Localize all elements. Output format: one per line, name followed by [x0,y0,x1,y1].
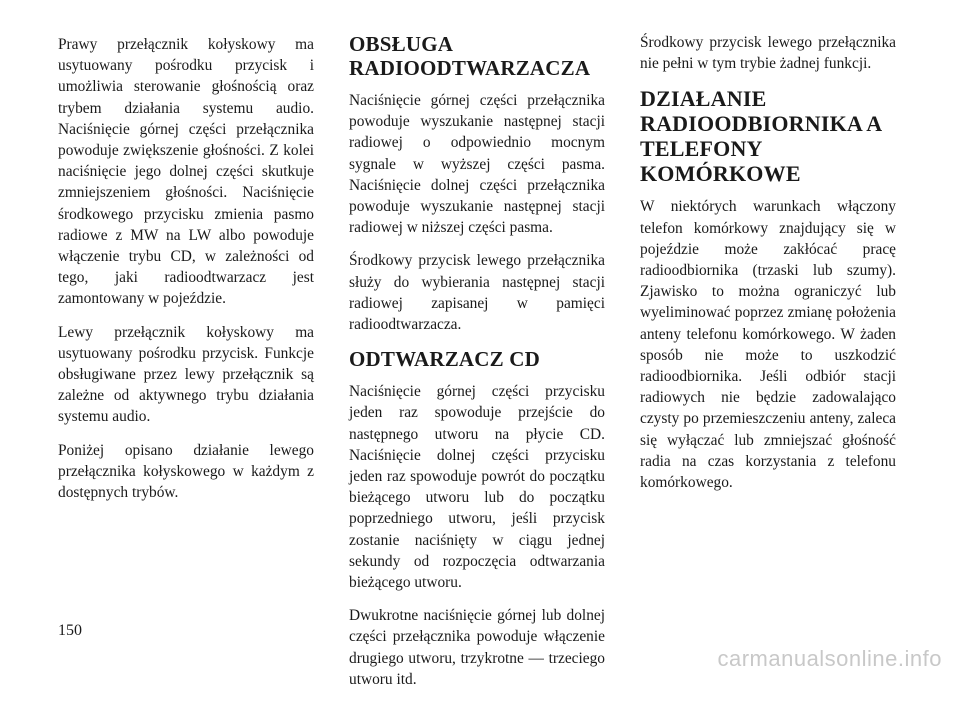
text-column-3 [640,32,896,505]
text-column-1 [58,32,314,515]
page-number: 150 [58,622,82,639]
paragraph: W niektórych warunkach włączony telefon komórkowy znajdujący się w pojeździe może zakłócać pracę radioodbiornika (trzaski lub szumy). Zjawisko to można ograniczyć lub wyeliminować poprzez zmianę położenia anteny telefonu komórkowego. W żaden sposób nie może to uszkodzić radioodbiornika. Jeśli odbiór stacji radiowych nie będzie zadowalająco czysty po przemieszczeniu anteny, zaleca się wyłączać lub zmniejszać głośność radia na czas korzystania z telefonu komórkowego. [640,198,896,492]
section-heading-cd: ODTWARZACZ CD [349,347,541,372]
text-column-2 [349,32,605,702]
paragraph: Prawy przełącznik kołyskowy ma usytuowany pośrodku przycisk i umożliwia sterowanie głośnością oraz trybem działania systemu audio. Naciśnięcie górnej części przełącznika powoduje zwiększenie głośności. Z kolei naciśnięcie jego dolnej części skutkuje zmniejszeniem głośności. Naciśnięcie środkowego przycisku zmienia pasmo radiowe z MW na LW albo powoduje włączenie trybu CD, w zależności od tego, jaki radioodtwarzacz jest zamontowany w pojeździe. [58,36,314,308]
watermark: carmanualsonline.info [717,646,942,671]
paragraph: Lewy przełącznik kołyskowy ma usytuowany pośrodku przycisk. Funkcje obsługiwane przez lewy przełącznik są zależne od aktywnego trybu działania systemu audio. [58,323,314,426]
paragraph: Naciśnięcie górnej części przycisku jeden raz spowoduje przejście do następnego utworu na płycie CD. Naciśnięcie dolnej części przycisku jeden raz spowoduje powrót do początku bieżącego utworu lub do początku poprzedniego utworu, jeśli przycisk zostanie naciśnięty w ciągu jednej sekundy od rozpoczęcia odtwarzania bieżącego utworu. [349,383,605,592]
paragraph: Środkowy przycisk lewego przełącznika nie pełni w tym trybie żadnej funkcji. [640,34,896,73]
paragraph: Dwukrotne naciśnięcie górnej lub dolnej części przełącznika powoduje włączenie drugiego utworu, trzykrotne — trzeciego utworu itd. [349,607,605,688]
section-heading-radio: OBSŁUGA RADIOODTWARZACZA [349,32,591,80]
paragraph: Poniżej opisano działanie lewego przełącznika kołyskowego w każdym z dostępnych trybów. [58,441,314,502]
paragraph: Naciśnięcie górnej części przełącznika powoduje wyszukanie następnej stacji radiowej o odpowiednio mocnym sygnale w wyższej części pasma. Naciśnięcie dolnej części przełącznika powoduje wyszukanie następnej stacji radiowej w niższej części pasma. [349,92,605,237]
section-heading-phones: DZIAŁANIE RADIOODBIORNIKA A TELEFONY KOMÓRKOWE [640,86,882,187]
paragraph: Środkowy przycisk lewego przełącznika służy do wybierania następnej stacji radiowej zapisanej w pamięci radioodtwarzacza. [349,252,605,334]
